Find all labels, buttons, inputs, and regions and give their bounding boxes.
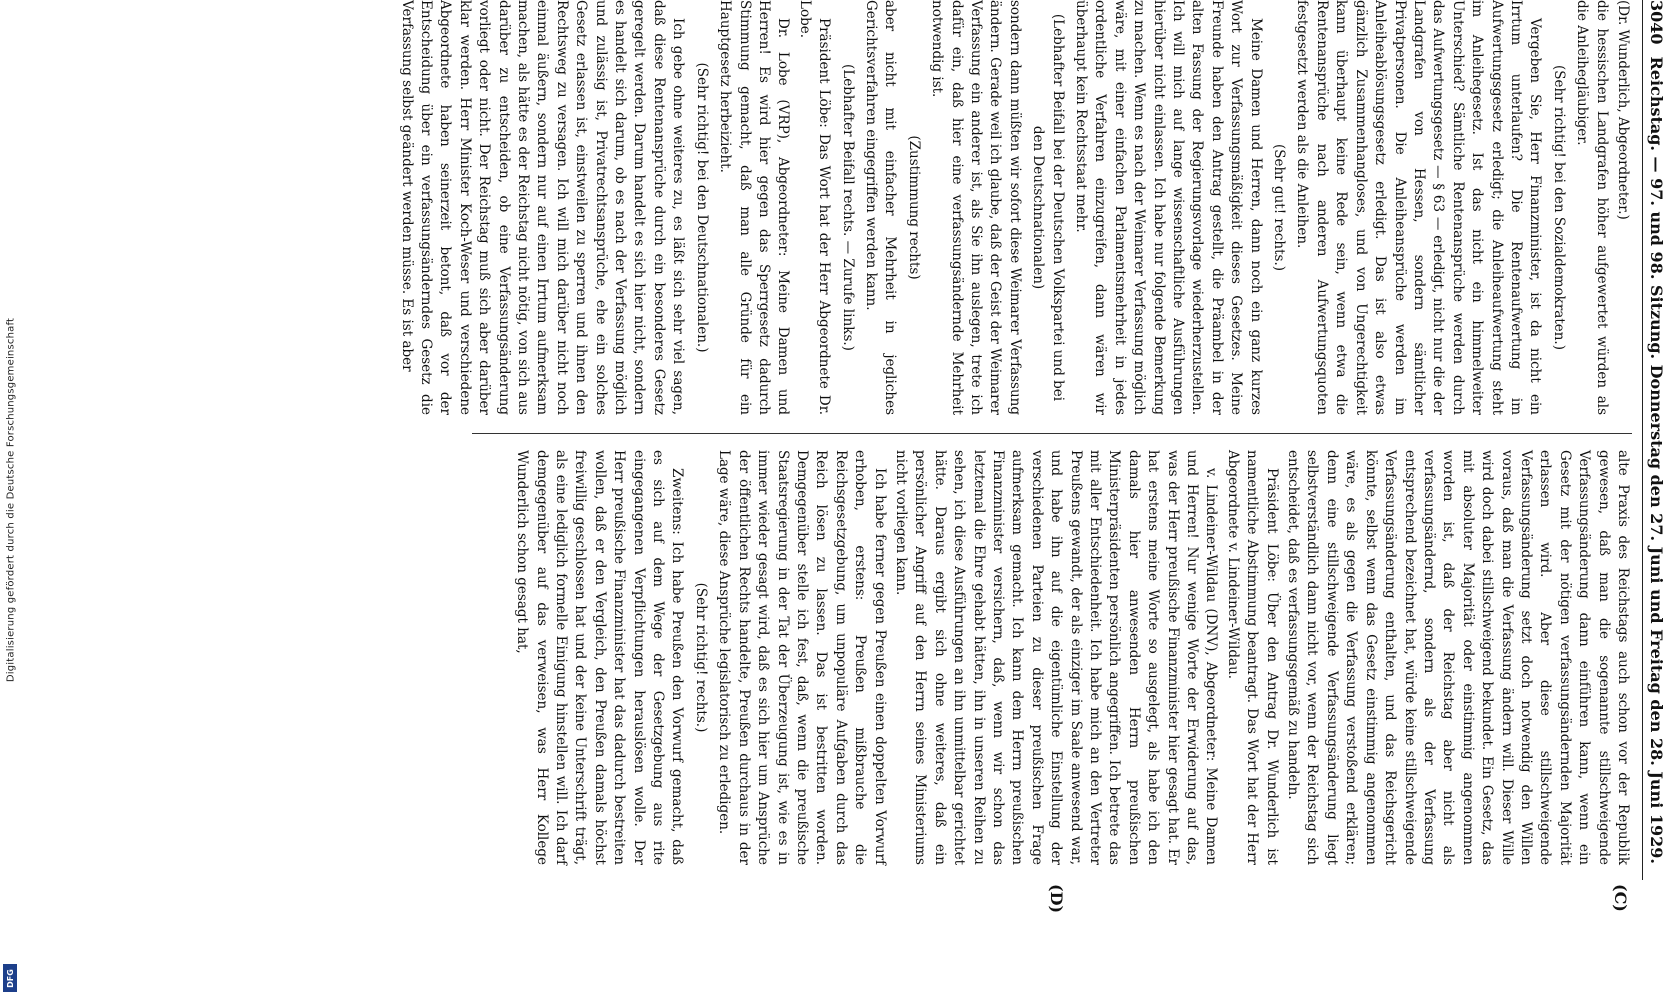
page-header: [1642, 0, 1672, 880]
left-text-column: [398, 0, 1632, 415]
paragraph: (Dr. Wunderlich, Abgeordneter.): [1615, 0, 1631, 220]
paragraph: Ich gebe ohne weiteres zu, es läßt sich sehr viel sagen, daß diese Rentenansprüche durch ein besonderes Gesetz geregelt werden. Darum handelt es sich hier nicht, sondern es handelt sich darum, ob es nach der Verfassung möglich und zulässig ist, Privatrechtsansprüche, ehe ein solches Gesetz erlassen ist, einstweilen zu sperren und ihnen den Rechtsweg zu versagen. Ich will mich darüber nicht noch einmal äußern, sondern nur auf einen Irrtum aufmerksam machen, als hätte es der Reichstag nicht nötig, von sich aus darüber zu entscheiden, ob eine Verfassungsänderung vorliegt oder nicht. Der Reichstag muß sich aber darüber klar werden. Herr Minister Koch-Weser und verschiedene Abgeordnete haben seinerzeit betont, daß vor der Entscheidung über ein verfassungsänderndes Gesetz die Verfassung selbst geändert werden müsse. Es ist aber: [398, 0, 687, 415]
page-number: 3040: [1647, 0, 1666, 45]
paragraph: Präsident Löbe: Über den Antrag Dr. Wunderlich ist namentliche Abstimmung beantragt. Das Wort hat der Herr Abgeordnete v. Lindeiner-Wildau.: [1224, 450, 1280, 865]
paragraph: Dr. Lobe (VRP), Abgeordneter: Meine Damen und Herren! Es wird hier gegen das Sperrgesetz dadurch Stimmung gemacht, daß man alle Gründe für ein Hauptgesetz herbeizieht.: [717, 0, 792, 415]
right-text-column: [472, 450, 1632, 865]
paragraph: Präsident Löbe: Das Wort hat der Herr Abgeordnete Dr. Lobe.: [796, 0, 833, 415]
paragraph: Meine Damen und Herren, dann noch ein ganz kurzes Wort zur Verfassungsmäßigkeit dieses Gesetzes. Meine Freunde haben den Antrag gestellt, die Präambel in der alten Fassung der Regierungsvorlage wiederherzustellen. Ich will mich auf lange wissenschaftliche Ausführungen hierüber nicht einlassen. Ich habe nur folgende Bemerkung zu machen. Wenn es nach der Weimarer Verfassung möglich wäre, mit einer einfachen Parlamentsmehrheit in jedes ordentliche Verfahren einzugreifen, dann wären wir überhaupt kein Rechtsstaat mehr.: [1073, 0, 1264, 415]
document-page: [398, 0, 1672, 914]
paragraph: aber nicht mit einfacher Mehrheit in jegliches Gerichtsverfahren eingegriffen werden kann.: [862, 0, 899, 415]
paragraph: (Sehr richtig! rechts.): [692, 582, 709, 733]
dfg-logo: [3, 964, 17, 992]
margin-marker-c: (C): [1611, 884, 1630, 912]
funding-note-text: Digitalisierung gefördert durch die Deutsche Forschungsgemeinschaft: [5, 317, 17, 683]
page-title: Reichstag. — 97. und 98. Sitzung. Donnerstag den 27. Juni und Freitag den 28. Juni 1929.: [1647, 56, 1666, 864]
dfg-logo-text: DFG: [5, 968, 15, 988]
paragraph: (Sehr gut! rechts.): [1271, 143, 1288, 272]
paragraph: alte Praxis des Reichstags auch schon vor der Republik gewesen, daß man die sogenannte stillschweigende Verfassungsänderung dann einführen kann, wenn ein Gesetz mit der nötigen verfassungsändernden Majorität erlassen wird. Aber diese stillschweigende Verfassungsänderung setzt doch notwendig den Willen voraus, daß man die Verfassung ändern will. Dieser Wille wird doch dabei stillschweigend bekundet. Ein Gesetz, das mit absoluter Majorität oder einstimmig angenommen worden ist, daß der Reichstag aber nicht als verfassungsändernd, sondern als der Verfassung entsprechend bezeichnet hat, würde keine stillschweigende Verfassungsänderung enthalten, und das Reichsgericht könnte, selbst wenn das Gesetz einstimmig angenommen wäre, es als gegen die Verfassung verstoßend erklären; denn eine stillschweigende Verfassungsänderung liegt selbstverständlich dann nicht vor, wenn der Reichstag sich entscheidet, daß es verfassungsgemäß zu handeln.: [1285, 450, 1631, 865]
paragraph: Zweitens: Ich habe Preußen den Vorwurf gemacht, daß es sich auf dem Wege der Gesetzgebung aus rite eingegangenen Verpflichtungen herauslösen wolle. Der Herr preußische Finanzminister hat das dadurch bestreiten wollen, daß er den Vergleich, den Preußen damals höchst freiwillig geschlossen hat und der keine Unterschrift trägt, als eine lediglich formelle Einigung hinstellen will. Ich darf demgegenüber auf das verweisen, was Herr Kollege Wunderlich schon gesagt hat,: [514, 450, 686, 865]
paragraph: v. Lindeiner-Wildau (DNV), Abgeordneter: Meine Damen und Herren! Nur wenige Worte der Erwiderung auf das, was der Herr preußische Finanzminister hier gesagt hat. Er hat erstens meine Worte so ausgelegt, als habe ich den damals hier anwesenden Herrn preußischen Ministerpräsidenten persönlich angegriffen. Ich betrete das mit aller Entschiedenheit. Ich habe mich an den Vertreter Preußens gewandt, der als einziger im Saale anwesend war, und habe ihn auf die eigentümliche Einstellung der verschiedenen Parteien zu dieser preußischen Frage aufmerksam gemacht. Ich kann dem Herrn preußischen Finanzminister versichern, daß, wenn wir schon das letztemal die Ehre gehabt hätten, ihn in unseren Reihen zu sehen, ich diese Ausführungen an ihn unmittelbar gerichtet hätte. Daraus ergibt sich ohne weiteres, daß ein persönlicher Angriff auf den Herrn seines Ministeriums nicht vorliegen kann.: [892, 450, 1220, 865]
paragraph: sondern dann müßten wir sofort diese Weimarer Verfassung ändern. Gerade weil ich glaube, daß der Geist der Weimarer Verfassung ein anderer ist, als Sie ihn auslegen, trete ich dafür ein, daß hier eine verfassungsändernde Mehrheit notwendig ist.: [929, 0, 1023, 415]
margin-marker-d: (D): [1047, 884, 1066, 914]
paragraph: (Zustimmung rechts): [905, 135, 922, 280]
funding-note: [0, 0, 22, 1000]
paragraph: Ich habe ferner gegen Preußen einen doppelten Vorwurf erhoben, erstens: Preußen mißbrauche die Reichsgesetzgebung, um unpopuläre Aufgaben durch das Reich lösen zu lassen. Das ist bestritten worden. Demgegenüber stelle ich fest, daß, wenn die preußische Staatsregierung in der Tat der Überzeugung ist, wie es in immer wieder gesagt wird, daß es sich hier um Ansprüche der öffentlichen Rechts handelte, Preußen durchaus in der Lage wäre, diese Ansprüche legislatorisch zu erledigen.: [716, 450, 888, 865]
paragraph: (Sehr richtig! bei den Deutschnationalen.): [693, 62, 710, 353]
paragraph: (Lebhafter Beifall bei der Deutschen Volkspartei und bei den Deutschnationalen): [1030, 13, 1066, 402]
column-divider: [472, 433, 1632, 434]
paragraph: (Sehr richtig! bei den Sozialdemokraten.): [1550, 64, 1567, 350]
paragraph: (Lebhafter Beifall rechts. — Zurufe links.): [839, 64, 856, 351]
paragraph: Vergeben Sie, Herr Finanzminister, ist da nicht ein Irrtum unterlaufen? Die Rentenaufwertung im Aufwertungsgesetz erledigt; die Anleiheaufwertung steht im Anleihegesetz. Ist das nicht ein himmelweiter Unterschied? Sämtliche Rentenansprüche werden durch das Aufwertungsgesetz — § 63 — erledigt, nicht nur die der Landgrafen von Hessen, sondern sämtlicher Privatpersonen. Die Anleiheansprüche werden im Anleiheablösungsgesetz erledigt. Das ist also etwas gänzlich Zusammenhangloses, und von Ungerechtigkeit kann überhaupt keine Rede sein, wenn etwa die Rentenansprüche nach anderen Aufwertungsquoten festgesetzt werden als die Anleihen.: [1294, 0, 1544, 415]
paragraph: die hessischen Landgrafen höher aufgewertet würden als die Anleihegläubiger.: [1574, 0, 1610, 415]
